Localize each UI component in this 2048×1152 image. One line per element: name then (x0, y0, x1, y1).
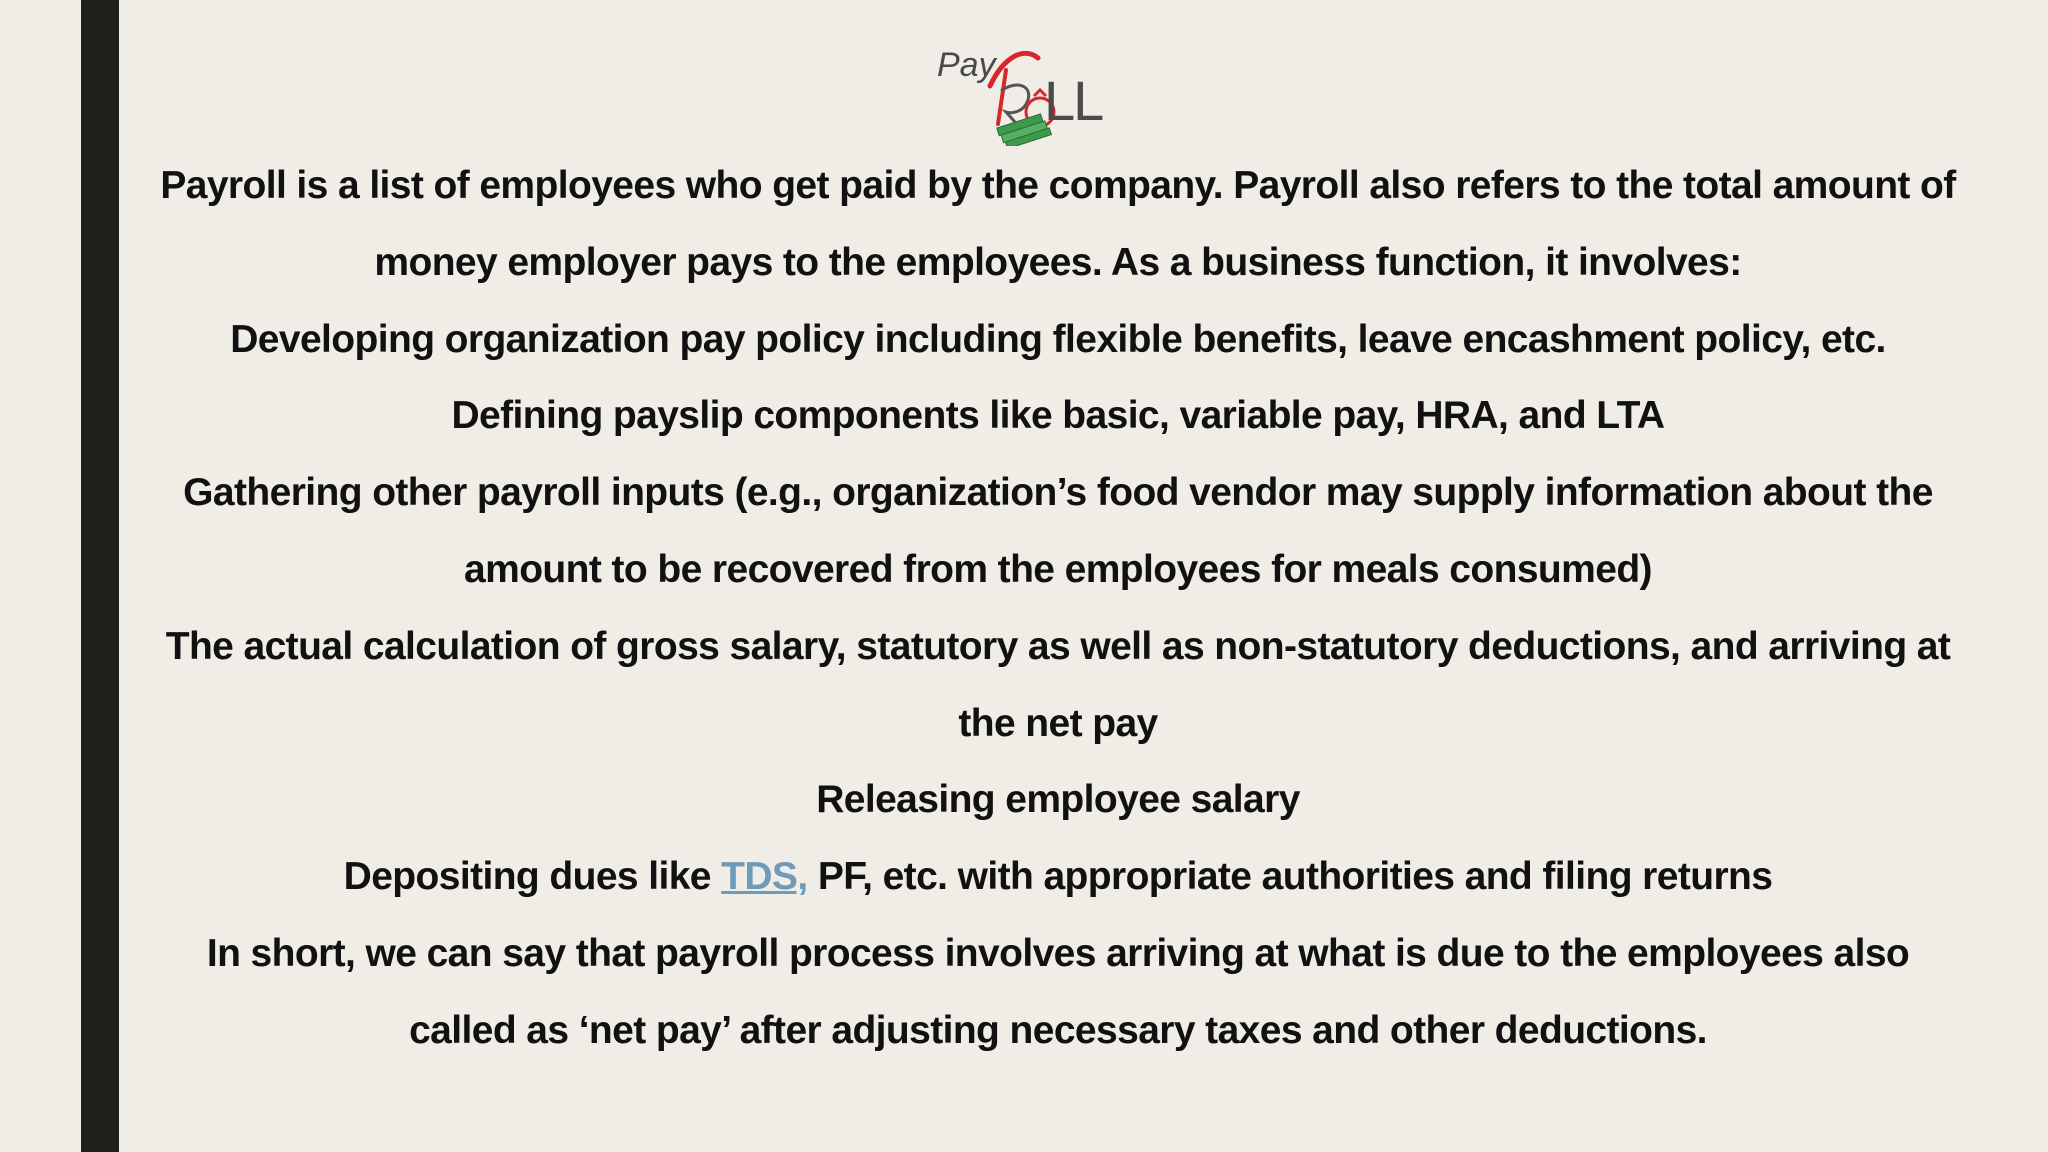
logo-ll-text: LL (1044, 69, 1103, 132)
paragraph-intro: Payroll is a list of employees who get paid by the company. Payroll also refers to the total amount of money employer pays to the employees. As a business function, it involves: (160, 164, 1956, 284)
paragraph-summary: In short, we can say that payroll process involves arriving at what is due to the employees also called as ‘net pay’ after adjusting necessary taxes and other deductions. (206, 931, 1910, 1052)
paragraph-payroll-inputs: Gathering other payroll inputs (e.g., organization’s food vendor may supply information about the amount to be recovered from the employees for meals consumed) (183, 471, 1933, 591)
slide-body (150, 148, 1966, 1070)
paragraph-pay-policy: Developing organization pay policy including flexible benefits, leave encashment policy, etc. (230, 317, 1886, 361)
logo-wordmark (928, 28, 1118, 146)
depositing-before-text: Depositing dues like (343, 855, 722, 899)
depositing-after-text: PF, etc. with appropriate authorities and filing returns (807, 855, 1773, 899)
paragraph-depositing-dues (150, 839, 1966, 916)
paragraph-releasing-salary: Releasing employee salary (816, 778, 1300, 822)
left-accent-bar (81, 0, 119, 1152)
paragraph-calculation: The actual calculation of gross salary, statutory as well as non-statutory deductions, and arriving at the net pay (165, 624, 1951, 745)
logo-pay-text: Pay (937, 46, 996, 84)
tds-link[interactable]: TDS, (721, 855, 808, 899)
paragraph-payslip-components: Defining payslip components like basic, variable pay, HRA, and LTA (451, 394, 1665, 438)
payroll-logo (928, 28, 1118, 146)
